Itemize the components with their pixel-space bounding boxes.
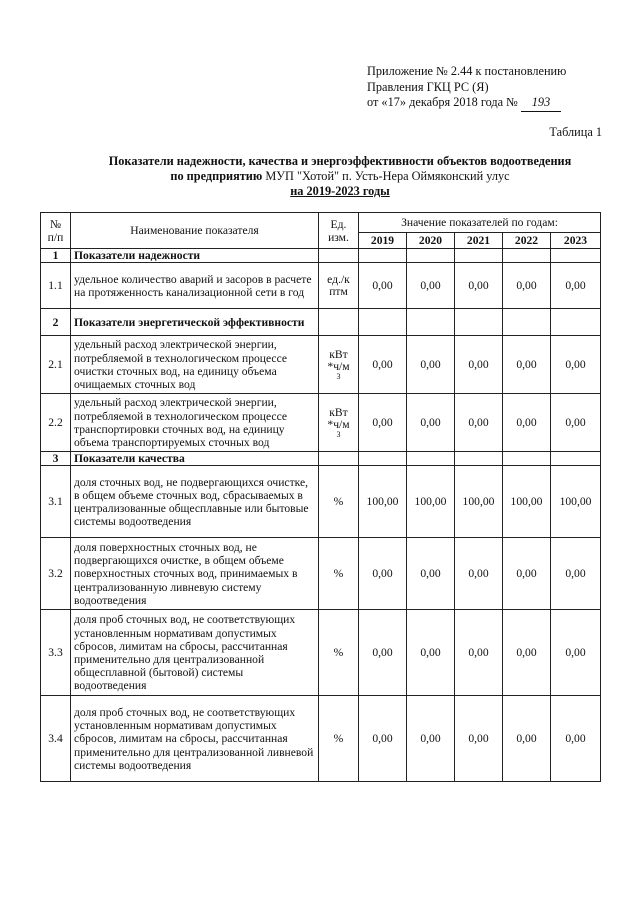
table-row <box>41 336 601 394</box>
row-number: 3.3 <box>41 610 71 696</box>
table-row <box>41 538 601 610</box>
row-number: 3.2 <box>41 538 71 610</box>
value-cell: 0,00 <box>551 610 601 696</box>
row-number: 1.1 <box>41 263 71 309</box>
value-cell: 0,00 <box>551 696 601 782</box>
empty-cell <box>503 452 551 466</box>
value-cell: 100,00 <box>503 466 551 538</box>
section-title: Показатели надежности <box>71 249 319 263</box>
header-unit: Ед. изм. <box>319 213 359 249</box>
empty-cell <box>455 452 503 466</box>
value-cell: 0,00 <box>359 336 407 394</box>
value-cell: 0,00 <box>503 263 551 309</box>
unit-text: % <box>333 566 344 580</box>
unit-text: % <box>333 494 344 508</box>
value-cell: 0,00 <box>359 696 407 782</box>
empty-cell <box>319 249 359 263</box>
indicators-table <box>40 212 601 782</box>
unit-cell <box>319 538 359 610</box>
empty-cell <box>407 249 455 263</box>
unit-superscript: 3 <box>336 429 341 439</box>
value-cell: 0,00 <box>359 394 407 452</box>
empty-cell <box>551 249 601 263</box>
empty-cell <box>359 249 407 263</box>
section-row <box>41 249 601 263</box>
value-cell: 0,00 <box>407 610 455 696</box>
row-number: 3.4 <box>41 696 71 782</box>
indicator-name: доля сточных вод, не подвергающихся очистке, в общем объеме сточных вод, сбрасываемых в централизованные общесплавные или бытовые системы водоотведения <box>71 466 319 538</box>
unit-text: ед./к птм <box>327 272 350 298</box>
value-cell: 0,00 <box>455 696 503 782</box>
title-line-3: на 2019-2023 годы <box>290 183 390 198</box>
empty-cell <box>551 309 601 336</box>
empty-cell <box>455 249 503 263</box>
indicator-name: доля проб сточных вод, не соответствующих установленным нормативам допустимых сбросов, лимитам на сбросы, рассчитанная применительно для централизованной ливневой системы водоотведения <box>71 696 319 782</box>
empty-cell <box>319 309 359 336</box>
section-title: Показатели качества <box>71 452 319 466</box>
header-values: Значение показателей по годам: <box>359 213 601 233</box>
value-cell: 0,00 <box>503 538 551 610</box>
indicator-name: удельное количество аварий и засоров в расчете на протяженность канализационной сети в год <box>71 263 319 309</box>
empty-cell <box>359 452 407 466</box>
value-cell: 0,00 <box>455 263 503 309</box>
unit-text: % <box>333 645 344 659</box>
value-cell: 0,00 <box>407 394 455 452</box>
value-cell: 0,00 <box>359 263 407 309</box>
empty-cell <box>359 309 407 336</box>
section-number: 1 <box>41 249 71 263</box>
empty-cell <box>455 309 503 336</box>
title-line-1: Показатели надежности, качества и энергоэффективности объектов водоотведения <box>108 154 572 168</box>
value-cell: 0,00 <box>503 336 551 394</box>
year-header: 2021 <box>455 233 503 249</box>
value-cell: 0,00 <box>407 263 455 309</box>
indicator-name: доля поверхностных сточных вод, не подвергающихся очистке, в общем объеме поверхностных сточных вод, принимаемых в централизованную ливневую систему водоотведения <box>71 538 319 610</box>
value-cell: 0,00 <box>455 394 503 452</box>
empty-cell <box>551 452 601 466</box>
decree-number: 193 <box>521 95 561 112</box>
appendix-header <box>367 64 566 112</box>
unit-text: % <box>333 731 344 745</box>
section-number: 2 <box>41 309 71 336</box>
empty-cell <box>503 309 551 336</box>
unit-cell <box>319 263 359 309</box>
unit-cell <box>319 336 359 394</box>
empty-cell <box>407 452 455 466</box>
appendix-date: от «17» декабря 2018 года № <box>367 95 518 110</box>
value-cell: 100,00 <box>407 466 455 538</box>
year-header: 2022 <box>503 233 551 249</box>
value-cell: 0,00 <box>455 610 503 696</box>
value-cell: 0,00 <box>455 538 503 610</box>
appendix-line-3 <box>367 95 566 112</box>
document-title <box>60 154 620 198</box>
value-cell: 100,00 <box>551 466 601 538</box>
header-num: № п/п <box>41 213 71 249</box>
value-cell: 0,00 <box>503 394 551 452</box>
indicator-name: удельный расход электрической энергии, потребляемой в технологическом процессе транспортировки сточных вод, на единицу объема транспортируемых сточных вод <box>71 394 319 452</box>
year-header: 2023 <box>551 233 601 249</box>
section-row <box>41 309 601 336</box>
appendix-line-1: Приложение № 2.44 к постановлению <box>367 64 567 78</box>
unit-text: кВт *ч/м <box>327 405 350 431</box>
unit-cell <box>319 696 359 782</box>
value-cell: 0,00 <box>551 336 601 394</box>
table-row <box>41 263 601 309</box>
row-number: 3.1 <box>41 466 71 538</box>
table-row <box>41 394 601 452</box>
indicator-name: удельный расход электрической энергии, потребляемой в технологическом процессе очистки сточных вод, на единицу объема очищаемых сточных вод <box>71 336 319 394</box>
table-label: Таблица 1 <box>549 125 602 139</box>
value-cell: 0,00 <box>503 696 551 782</box>
section-title: Показатели энергетической эффективности <box>71 309 319 336</box>
year-header: 2019 <box>359 233 407 249</box>
value-cell: 0,00 <box>455 336 503 394</box>
value-cell: 0,00 <box>503 610 551 696</box>
value-cell: 100,00 <box>455 466 503 538</box>
unit-cell <box>319 610 359 696</box>
empty-cell <box>503 249 551 263</box>
row-number: 2.1 <box>41 336 71 394</box>
value-cell: 0,00 <box>359 538 407 610</box>
title-line-2-bold: по предприятию <box>170 168 263 183</box>
appendix-line-2: Правления ГКЦ РС (Я) <box>367 79 489 94</box>
year-header: 2020 <box>407 233 455 249</box>
empty-cell <box>319 452 359 466</box>
value-cell: 0,00 <box>407 538 455 610</box>
table-row <box>41 696 601 782</box>
indicator-name: доля проб сточных вод, не соответствующих установленным нормативам допустимых сбросов, лимитам на сбросы, рассчитанная применительно для централизованной общесплавной (бытовой) системы водоотведения <box>71 610 319 696</box>
value-cell: 0,00 <box>407 696 455 782</box>
value-cell: 100,00 <box>359 466 407 538</box>
value-cell: 0,00 <box>551 394 601 452</box>
row-number: 2.2 <box>41 394 71 452</box>
title-line-2 <box>60 169 620 184</box>
unit-cell <box>319 466 359 538</box>
value-cell: 0,00 <box>359 610 407 696</box>
title-line-2-rest: МУП "Хотой" п. Усть-Нера Оймяконский улус <box>262 168 510 183</box>
value-cell: 0,00 <box>551 263 601 309</box>
section-number: 3 <box>41 452 71 466</box>
empty-cell <box>407 309 455 336</box>
section-row <box>41 452 601 466</box>
value-cell: 0,00 <box>551 538 601 610</box>
unit-superscript: 3 <box>336 371 341 381</box>
unit-text: кВт *ч/м <box>327 347 350 373</box>
table-row <box>41 610 601 696</box>
table-row <box>41 466 601 538</box>
header-name: Наименование показателя <box>71 213 319 249</box>
value-cell: 0,00 <box>407 336 455 394</box>
unit-cell <box>319 394 359 452</box>
